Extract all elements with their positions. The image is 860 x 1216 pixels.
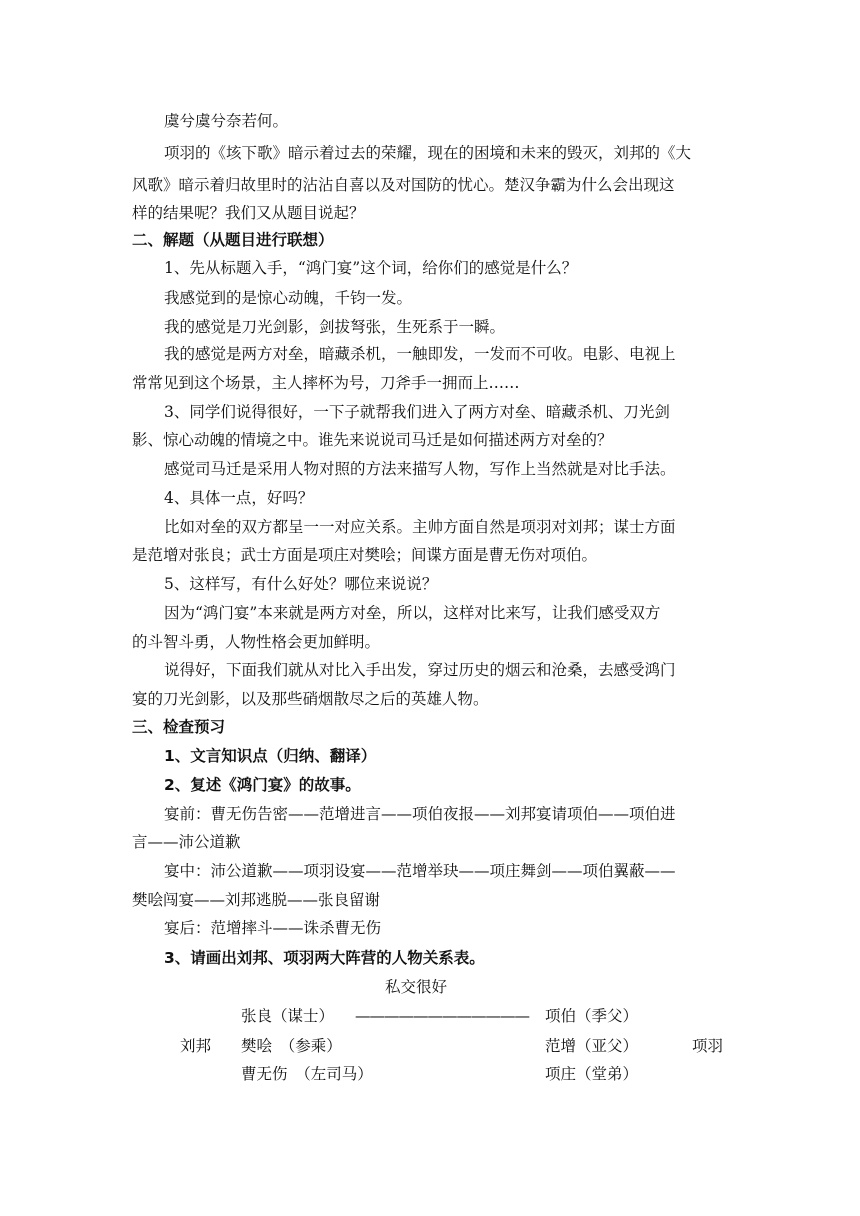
left-member: 樊哙 （参乘） [241,1037,342,1055]
text-line: 宴前：曹无伤告密——范增进言——项伯夜报——刘邦宴请项伯——项伯进 [164,805,676,823]
text-line-bold: 1、文言知识点（归纳、翻译） [164,747,377,765]
text-line: 感觉司马迁是采用人物对照的方法来描写人物，写作上当然就是对比手法。 [164,460,676,478]
text-line: 是范增对张良；武士方面是项庄对樊哙；间谍方面是曹无伤对项伯。 [132,546,598,564]
text-line: 樊哙闯宴——刘邦逃脱——张良留谢 [132,891,381,909]
section-heading: 二、解题（从题目进行联想） [132,231,334,249]
right-member: 项伯（季父） [545,1007,639,1025]
text-line: 项羽的《垓下歌》暗示着过去的荣耀，现在的困境和未来的毁灭，刘邦的《大 [164,144,692,162]
text-line-bold: 3、请画出刘邦、项羽两大阵营的人物关系表。 [164,949,485,967]
text-line: 宴中：沛公道歉——项羽设宴——范增举玦——项庄舞剑——项伯翼蔽—— [164,862,676,880]
text-line: 5、这样写，有什么好处？哪位来说说？ [164,575,438,593]
left-leader: 刘邦 [180,1037,212,1055]
text-line: 风歌》暗示着归故里时的沾沾自喜以及对国防的忧心。楚汉争霸为什么会出现这 [132,176,675,194]
relation-connector: ———————————— [355,1007,529,1025]
text-line: 说得好，下面我们就从对比入手出发，穿过历史的烟云和沧桑，去感受鸿门 [164,661,676,679]
text-line-bold: 2、复述《鸿门宴》的故事。 [164,776,361,794]
right-member: 项庄（堂弟） [545,1065,639,1083]
text-line: 虞兮虞兮奈若何。 [164,112,289,130]
text-line: 比如对垒的双方都呈一一对应关系。主帅方面自然是项羽对刘邦；谋士方面 [164,518,676,536]
text-line: 宴的刀光剑影，以及那些硝烟散尽之后的英雄人物。 [132,690,489,708]
right-member: 范增（亚父） [545,1037,639,1055]
left-member: 曹无伤 （左司马） [241,1065,373,1083]
text-line: 因为“鸿门宴”本来就是两方对垒，所以，这样对比来写，让我们感受双方 [164,604,661,622]
text-line: 常常见到这个场景，主人摔杯为号，刀斧手一拥而上…… [132,374,520,392]
right-leader: 项羽 [692,1037,724,1055]
text-line: 我的感觉是两方对垒，暗藏杀机，一触即发，一发而不可收。电影、电视上 [164,345,676,363]
text-line: 样的结果呢？我们又从题目说起？ [132,204,365,222]
text-line: 3、同学们说得很好，一下子就帮我们进入了两方对垒、暗藏杀机、刀光剑 [164,403,670,421]
text-line: 我的感觉是刀光剑影，剑拔弩张，生死系于一瞬。 [164,318,506,336]
section-heading: 三、检查预习 [132,718,226,736]
text-line: 影、惊心动魄的情境之中。谁先来说说司马迁是如何描述两方对垒的？ [132,431,613,449]
left-member: 张良（谋士） [241,1007,335,1025]
relation-note: 私交很好 [385,978,448,996]
text-line: 1、先从标题入手，“鸿门宴”这个词，给你们的感觉是什么？ [164,259,578,277]
text-line: 我感觉到的是惊心动魄，千钧一发。 [164,289,413,307]
text-line: 的斗智斗勇，人物性格会更加鲜明。 [132,633,381,651]
text-line: 4、具体一点，好吗？ [164,489,314,507]
text-line: 宴后：范增摔斗——诛杀曹无伤 [164,919,382,937]
text-line: 言——沛公道歉 [132,833,241,851]
